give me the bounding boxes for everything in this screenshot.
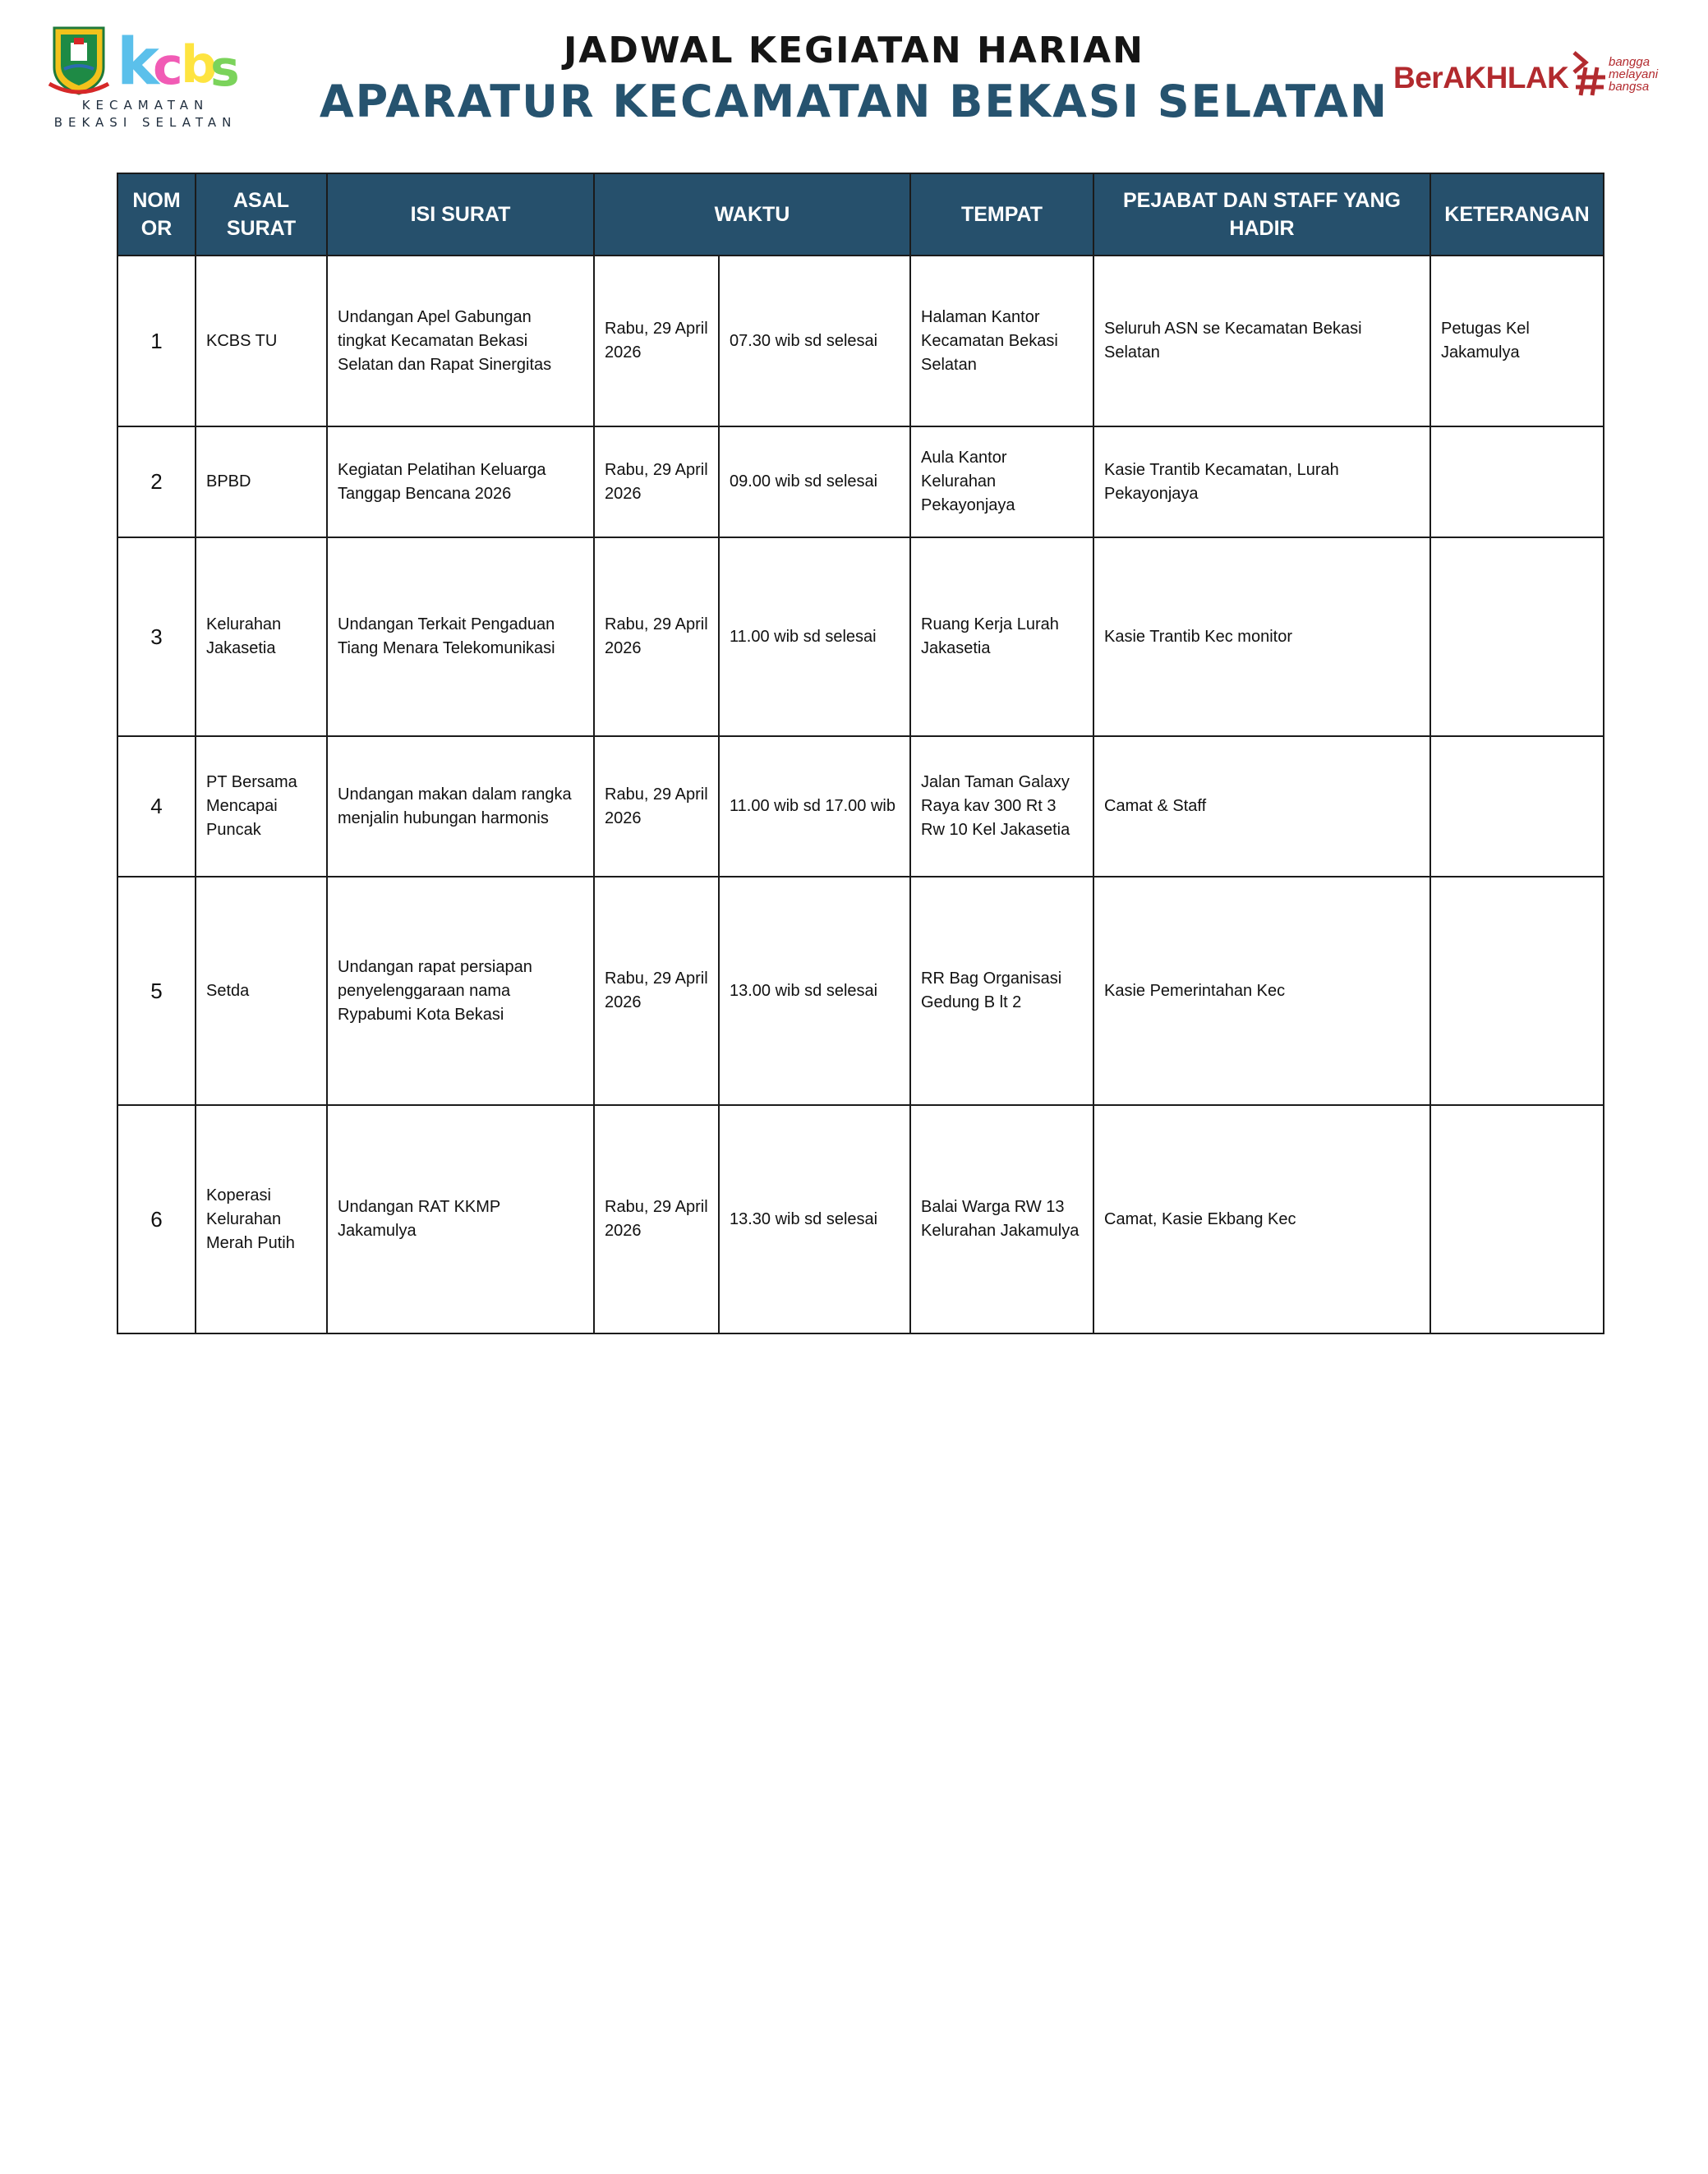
cell-jam: 13.00 wib sd selesai [719,877,910,1105]
cell-jam: 11.00 wib sd selesai [719,537,910,736]
cell-nomor: 3 [117,537,196,736]
cell-jam: 11.00 wib sd 17.00 wib [719,736,910,877]
table-header-row [117,173,1604,256]
cell-asal-surat: Setda [196,877,327,1105]
cell-isi-surat: Undangan Terkait Pengaduan Tiang Menara Telekomunikasi [327,537,594,736]
cell-isi-surat: Undangan rapat persiapan penyelenggaraan nama Rypabumi Kota Bekasi [327,877,594,1105]
svg-text:k: k [117,25,159,97]
column-header-keterangan: KETERANGAN [1430,173,1604,256]
logo-caption-kecamatan: KECAMATAN [81,98,209,113]
tagline-melayani: melayani [1609,67,1659,81]
logo-caption-district: BEKASI SELATAN [53,115,237,130]
cell-pejabat: Kasie Trantib Kec monitor [1093,537,1430,736]
cell-tempat: RR Bag Organisasi Gedung B lt 2 [910,877,1093,1105]
cell-nomor: 2 [117,426,196,537]
table-row [117,1105,1604,1333]
cell-tanggal: Rabu, 29 April 2026 [594,426,719,537]
schedule-table [117,173,1604,1334]
cell-nomor: 6 [117,1105,196,1333]
page-subtitle: APARATUR KECAMATAN BEKASI SELATAN [319,76,1389,127]
cell-jam: 09.00 wib sd selesai [719,426,910,537]
cell-asal-surat: PT Bersama Mencapai Puncak [196,736,327,877]
cell-isi-surat: Undangan Apel Gabungan tingkat Kecamatan Bekasi Selatan dan Rapat Sinergitas [327,256,594,426]
cell-keterangan [1430,1105,1604,1333]
cell-pejabat: Kasie Trantib Kecamatan, Lurah Pekayonjaya [1093,426,1430,537]
cell-tanggal: Rabu, 29 April 2026 [594,877,719,1105]
svg-text:b: b [181,35,218,94]
table-row [117,877,1604,1105]
cell-tempat: Jalan Taman Galaxy Raya kav 300 Rt 3 Rw 10 Kel Jakasetia [910,736,1093,877]
svg-text:s: s [210,40,240,97]
cell-pejabat: Camat & Staff [1093,736,1430,877]
cell-keterangan [1430,736,1604,877]
cell-keterangan [1430,537,1604,736]
column-header-nomor: NOM OR [117,173,196,256]
cell-keterangan [1430,877,1604,1105]
table-row [117,426,1604,537]
tagline-bangga: bangga [1609,55,1650,69]
brand-tagline [1609,56,1658,93]
cell-keterangan [1430,426,1604,537]
hashtag-chevron-icon [1569,48,1609,99]
cell-tanggal: Rabu, 29 April 2026 [594,1105,719,1333]
cell-isi-surat: Undangan makan dalam rangka menjalin hubungan harmonis [327,736,594,877]
berakhlak-wordmark: BerAKHLAK [1393,61,1569,94]
page-title: JADWAL KEGIATAN HARIAN [564,30,1144,71]
cell-asal-surat: Koperasi Kelurahan Merah Putih [196,1105,327,1333]
cell-nomor: 5 [117,877,196,1105]
cell-tempat: Halaman Kantor Kecamatan Bekasi Selatan [910,256,1093,426]
berakhlak-logo [1393,54,1681,104]
column-header-waktu: WAKTU [594,173,910,256]
cell-isi-surat: Undangan RAT KKMP Jakamulya [327,1105,594,1333]
cell-tempat: Ruang Kerja Lurah Jakasetia [910,537,1093,736]
cell-tanggal: Rabu, 29 April 2026 [594,537,719,736]
cell-asal-surat: BPBD [196,426,327,537]
cell-jam: 13.30 wib sd selesai [719,1105,910,1333]
cell-nomor: 4 [117,736,196,877]
cell-pejabat: Camat, Kasie Ekbang Kec [1093,1105,1430,1333]
cell-jam: 07.30 wib sd selesai [719,256,910,426]
cell-tempat: Balai Warga RW 13 Kelurahan Jakamulya [910,1105,1093,1333]
cell-asal-surat: KCBS TU [196,256,327,426]
table-row [117,256,1604,426]
tagline-bangsa: bangsa [1609,80,1650,94]
cell-tanggal: Rabu, 29 April 2026 [594,256,719,426]
cell-pejabat: Kasie Pemerintahan Kec [1093,877,1430,1105]
table-row [117,537,1604,736]
cell-asal-surat: Kelurahan Jakasetia [196,537,327,736]
cell-nomor: 1 [117,256,196,426]
cell-tanggal: Rabu, 29 April 2026 [594,736,719,877]
column-header-tempat: TEMPAT [910,173,1093,256]
cell-keterangan: Petugas Kel Jakamulya [1430,256,1604,426]
table-row [117,736,1604,877]
svg-text:c: c [153,36,183,96]
cell-pejabat: Seluruh ASN se Kecamatan Bekasi Selatan [1093,256,1430,426]
column-header-pejabat: PEJABAT DAN STAFF YANG HADIR [1093,173,1430,256]
cell-isi-surat: Kegiatan Pelatihan Keluarga Tanggap Bencana 2026 [327,426,594,537]
cell-tempat: Aula Kantor Kelurahan Pekayonjaya [910,426,1093,537]
column-header-isi-surat: ISI SURAT [327,173,594,256]
column-header-asal-surat: ASAL SURAT [196,173,327,256]
